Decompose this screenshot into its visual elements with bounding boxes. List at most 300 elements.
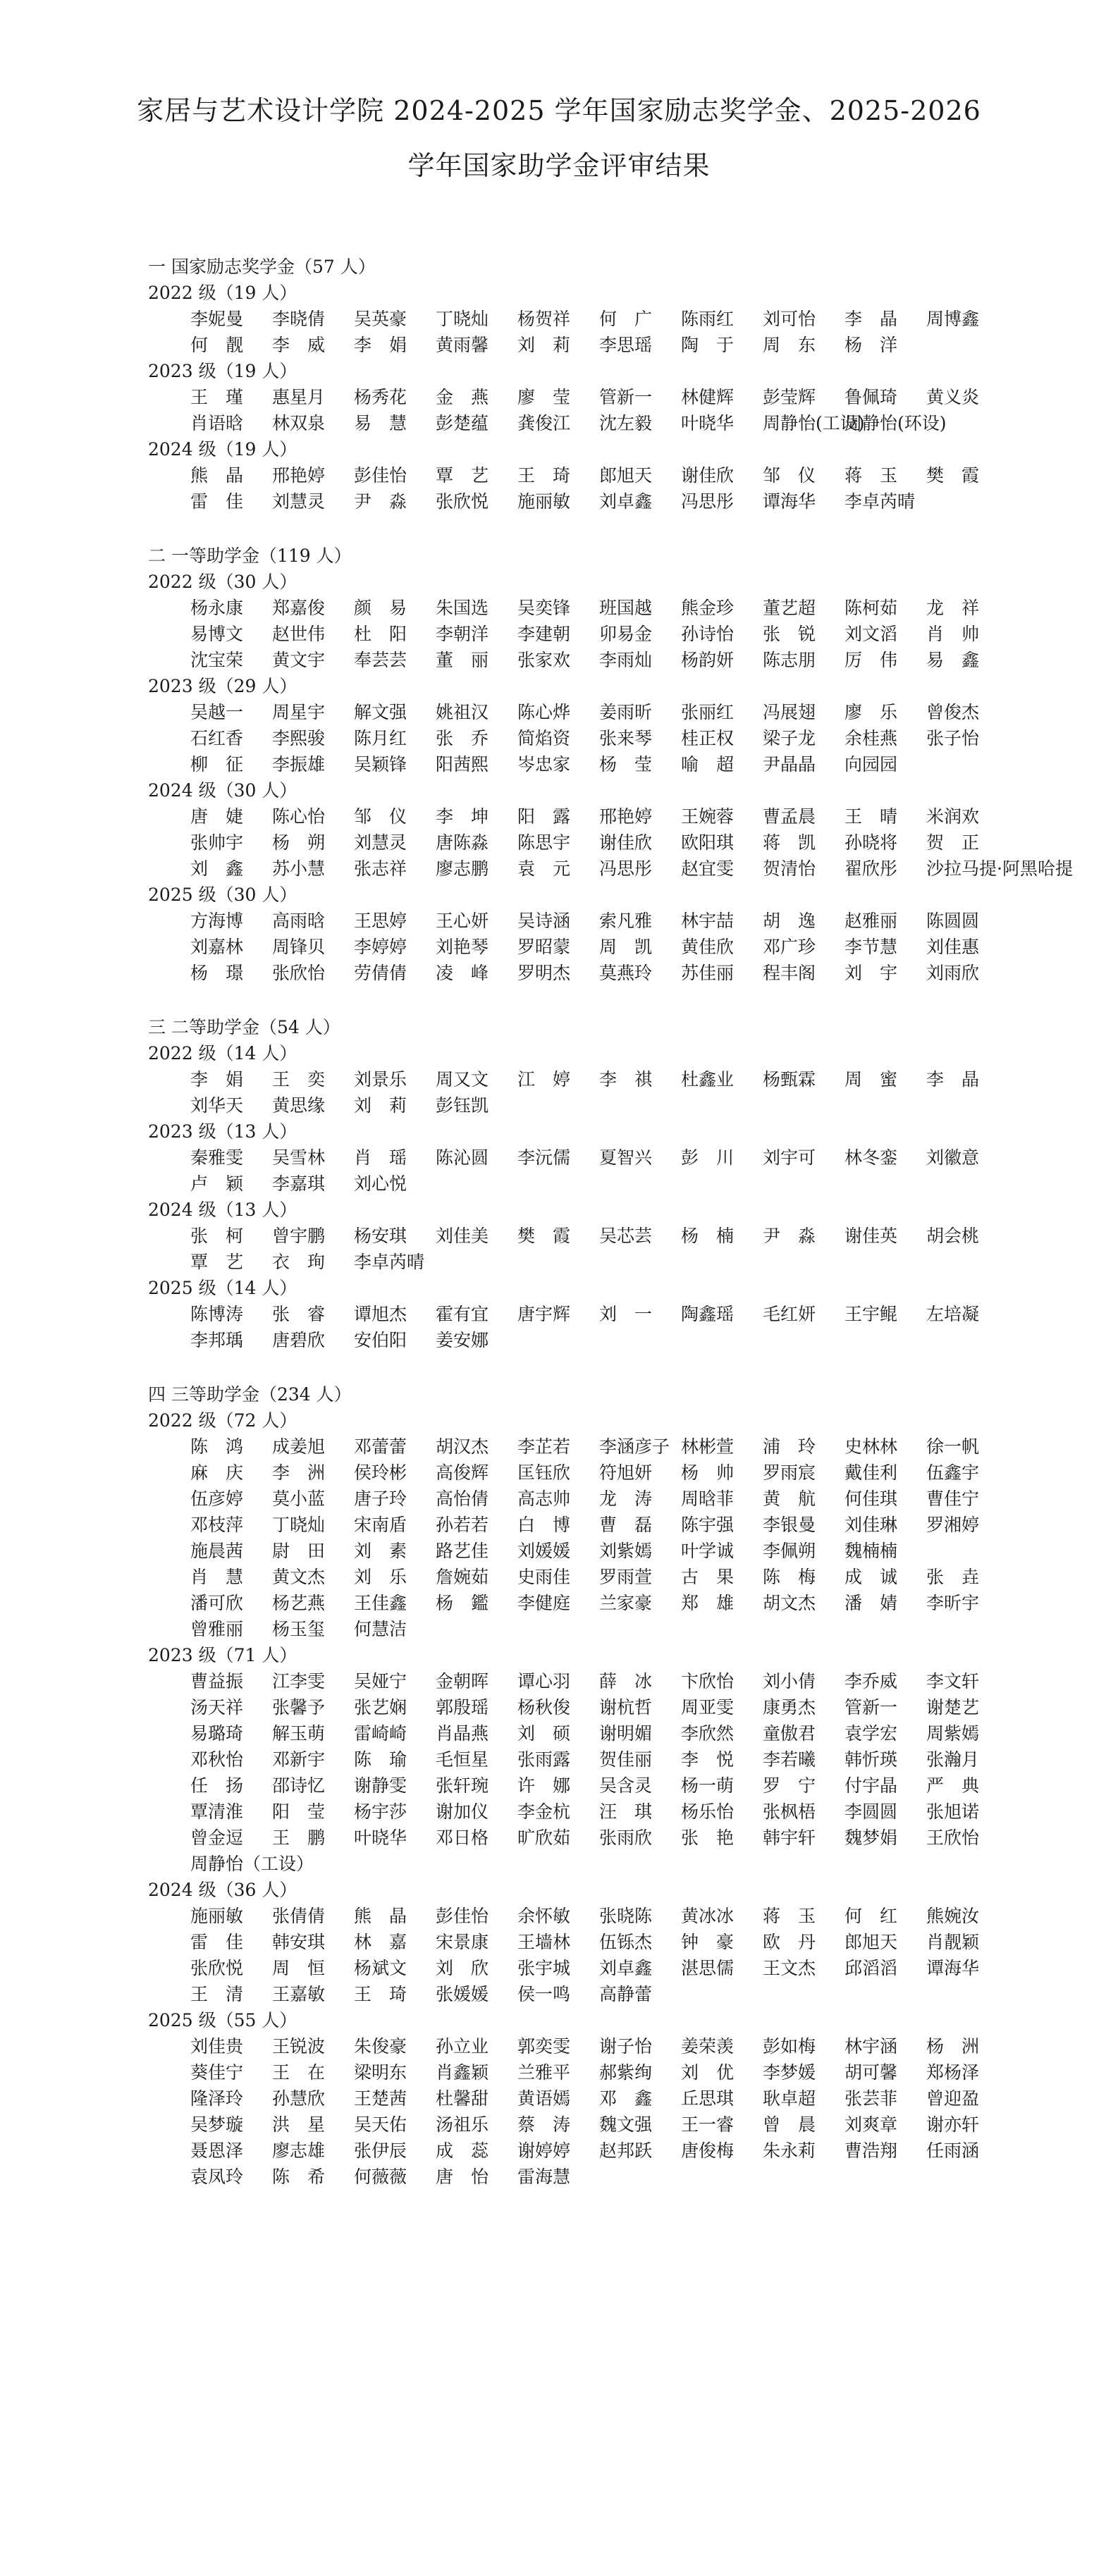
student-name: 李邦瑀 <box>190 1330 244 1350</box>
student-name: 李 洲 <box>272 1462 326 1483</box>
student-name: 卞欣怡 <box>681 1671 735 1691</box>
student-name: 刘徽意 <box>926 1147 980 1168</box>
student-name: 邢艳婷 <box>599 806 653 827</box>
name-list <box>190 384 1008 436</box>
student-name: 陶鑫瑶 <box>681 1304 735 1324</box>
student-name: 李婷婷 <box>354 937 407 957</box>
student-name: 张志祥 <box>354 858 407 879</box>
student-name: 肖 瑶 <box>354 1147 407 1168</box>
student-name: 王楚茜 <box>354 2088 407 2109</box>
student-name: 胡可馨 <box>844 2062 898 2083</box>
name-list <box>190 803 1073 882</box>
student-name: 李欣然 <box>681 1723 735 1744</box>
student-name: 姜安娜 <box>436 1330 489 1350</box>
student-name: 周又文 <box>436 1069 489 1090</box>
student-name: 伍彦婷 <box>190 1489 244 1509</box>
student-name: 葵佳宁 <box>190 2062 244 2083</box>
student-name: 肖 帅 <box>926 624 980 644</box>
student-name: 谢加仪 <box>436 1801 489 1822</box>
student-name: 李思瑶 <box>599 335 653 355</box>
student-name: 李 晶 <box>926 1069 980 1090</box>
student-name: 刘佳惠 <box>926 937 980 957</box>
student-name: 陈思宇 <box>517 832 571 853</box>
student-name: 覃 艺 <box>436 465 489 486</box>
student-name: 张枫梧 <box>763 1801 816 1822</box>
student-name: 谢婷婷 <box>517 2140 571 2161</box>
student-name: 方海博 <box>190 911 244 931</box>
student-name: 李 威 <box>272 335 326 355</box>
student-name: 聂恩泽 <box>190 2140 244 2161</box>
student-name: 陶 于 <box>681 335 735 355</box>
student-name: 雷海慧 <box>517 2167 571 2187</box>
student-name: 曾宇鹏 <box>272 1226 326 1246</box>
student-name: 徐一帆 <box>926 1436 980 1457</box>
student-name: 张 睿 <box>272 1304 326 1324</box>
student-name: 喻 超 <box>681 754 735 775</box>
student-name: 曾雅丽 <box>190 1619 244 1639</box>
student-name: 金 燕 <box>436 387 489 407</box>
student-name: 刘爽章 <box>844 2114 898 2135</box>
student-name: 浦 玲 <box>763 1436 816 1457</box>
student-name: 雷崎崎 <box>354 1723 407 1744</box>
student-name: 李 娟 <box>354 335 407 355</box>
student-name: 霍有宜 <box>436 1304 489 1324</box>
student-name: 兰雅平 <box>517 2062 571 2083</box>
student-name: 何慧洁 <box>354 1619 407 1639</box>
student-name: 李沅儒 <box>517 1147 571 1168</box>
student-name: 李文轩 <box>926 1671 980 1691</box>
student-name: 唐 婕 <box>190 806 244 827</box>
student-name: 张来琴 <box>599 728 653 748</box>
student-name: 彭 川 <box>681 1147 735 1168</box>
student-name: 刘 鑫 <box>190 858 244 879</box>
student-name: 刘华天 <box>190 1095 244 1116</box>
student-name: 宋南盾 <box>354 1515 407 1535</box>
student-name: 杨 璟 <box>190 963 244 983</box>
student-name: 曹佳宁 <box>926 1489 980 1509</box>
student-name: 严 典 <box>926 1775 980 1796</box>
student-name: 劳倩倩 <box>354 963 407 983</box>
student-name: 刘 乐 <box>354 1567 407 1587</box>
student-name: 周 东 <box>763 335 816 355</box>
student-name: 刘慧灵 <box>272 491 326 512</box>
name-list <box>190 2033 1008 2190</box>
name-list <box>190 306 1008 358</box>
student-name: 余怀敏 <box>517 1906 571 1926</box>
student-name: 周静怡(环设) <box>844 413 947 433</box>
student-name: 冯思彤 <box>681 491 735 512</box>
student-name: 米润欢 <box>926 806 980 827</box>
student-name: 陈心怡 <box>272 806 326 827</box>
student-name: 张瀚月 <box>926 1749 980 1770</box>
student-name: 王 清 <box>190 1984 244 2004</box>
student-name: 赵雅丽 <box>844 911 898 931</box>
student-name: 毛红妍 <box>763 1304 816 1324</box>
student-name: 曾 晨 <box>763 2114 816 2135</box>
award-sections <box>148 254 1073 2190</box>
section-heading: 一 国家励志奖学金（57 人） <box>148 257 376 277</box>
student-name: 吴颖锋 <box>354 754 407 775</box>
student-name: 彭莹辉 <box>763 387 816 407</box>
student-name: 张宇城 <box>517 1958 571 1978</box>
student-name: 张欣悦 <box>436 491 489 512</box>
student-name: 彭如梅 <box>763 2036 816 2057</box>
student-name: 黄 航 <box>763 1489 816 1509</box>
student-name: 周 蜜 <box>844 1069 898 1090</box>
student-name: 袁 元 <box>517 858 571 879</box>
student-name: 罗雨宸 <box>763 1462 816 1483</box>
student-name: 王嘉敏 <box>272 1984 326 2004</box>
student-name: 余桂燕 <box>844 728 898 748</box>
student-name: 谭旭杰 <box>354 1304 407 1324</box>
student-name: 周博鑫 <box>926 309 980 329</box>
student-name: 杜馨甜 <box>436 2088 489 2109</box>
student-name: 李雨灿 <box>599 650 653 670</box>
student-name: 尹晶晶 <box>763 754 816 775</box>
name-list <box>190 1434 1008 1642</box>
student-name: 杨艺燕 <box>272 1593 326 1613</box>
student-name: 张晓陈 <box>599 1906 653 1926</box>
student-name: 李涵彦子 <box>599 1436 670 1457</box>
student-name: 潘 婧 <box>844 1593 898 1613</box>
student-name: 龚俊江 <box>517 413 571 433</box>
student-name: 李若曦 <box>763 1749 816 1770</box>
student-name: 杨 楠 <box>681 1226 735 1246</box>
student-name: 李健庭 <box>517 1593 571 1613</box>
student-name: 何佳琪 <box>844 1489 898 1509</box>
student-name: 路艺佳 <box>436 1541 489 1561</box>
student-name: 陈月红 <box>354 728 407 748</box>
student-name: 孙立业 <box>436 2036 489 2057</box>
student-name: 杨一萌 <box>681 1775 735 1796</box>
section-heading: 三 二等助学金（54 人） <box>148 1017 340 1037</box>
student-name: 李乔威 <box>844 1671 898 1691</box>
student-name: 叶晓华 <box>681 413 735 433</box>
grade-label: 2022 级（72 人） <box>148 1410 297 1431</box>
student-name: 叶晓华 <box>354 1828 407 1848</box>
student-name: 高静蕾 <box>599 1984 653 2004</box>
student-name: 钟 豪 <box>681 1932 735 1952</box>
student-name: 黄佳欣 <box>681 937 735 957</box>
student-name: 张雨露 <box>517 1749 571 1770</box>
student-name: 郝紫绚 <box>599 2062 653 2083</box>
student-name: 丁晓灿 <box>272 1515 326 1535</box>
student-name: 简焰资 <box>517 728 571 748</box>
student-name: 莫燕玲 <box>599 963 653 983</box>
student-name: 曹孟晨 <box>763 806 816 827</box>
student-name: 黄雨馨 <box>436 335 489 355</box>
student-name: 刘景乐 <box>354 1069 407 1090</box>
student-name: 林彬萱 <box>681 1436 735 1457</box>
grade-label: 2024 级（19 人） <box>148 439 297 460</box>
student-name: 张欣悦 <box>190 1958 244 1978</box>
student-name: 张 锐 <box>763 624 816 644</box>
student-name: 李梦媛 <box>763 2062 816 2083</box>
student-name: 李卓芮晴 <box>354 1252 425 1272</box>
student-name: 李晓倩 <box>272 309 326 329</box>
student-name: 王文杰 <box>763 1958 816 1978</box>
student-name: 曹 磊 <box>599 1515 653 1535</box>
student-name: 管新一 <box>844 1697 898 1718</box>
student-name: 苏小慧 <box>272 858 326 879</box>
student-name: 伍铄杰 <box>599 1932 653 1952</box>
section-heading: 二 一等助学金（119 人） <box>148 546 352 566</box>
student-name: 唐俊梅 <box>681 2140 735 2161</box>
student-name: 李妮曼 <box>190 309 244 329</box>
student-name: 陈志朋 <box>763 650 816 670</box>
student-name: 朱永莉 <box>763 2140 816 2161</box>
student-name: 陈 梅 <box>763 1567 816 1587</box>
student-name: 谢静雯 <box>354 1775 407 1796</box>
student-name: 郑嘉俊 <box>272 598 326 618</box>
student-name: 兰家豪 <box>599 1593 653 1613</box>
student-name: 衣 珣 <box>272 1252 326 1272</box>
student-name: 谢杭哲 <box>599 1697 653 1718</box>
student-name: 王 在 <box>272 2062 326 2083</box>
student-name: 杨秋俊 <box>517 1697 571 1718</box>
student-name: 易 慧 <box>354 413 407 433</box>
student-name: 邹 仪 <box>763 465 816 486</box>
student-name: 湛思儒 <box>681 1958 735 1978</box>
student-name: 熊 晶 <box>354 1906 407 1926</box>
student-name: 李佩朔 <box>763 1541 816 1561</box>
student-name: 冯思彤 <box>599 858 653 879</box>
student-name: 熊 晶 <box>190 465 244 486</box>
name-list <box>190 1903 1008 2007</box>
grade-label: 2023 级（13 人） <box>148 1121 297 1142</box>
student-name: 陈沁圆 <box>436 1147 489 1168</box>
student-name: 吴奕锋 <box>517 598 571 618</box>
grade-label: 2022 级（14 人） <box>148 1043 297 1064</box>
student-name: 厉 伟 <box>844 650 898 670</box>
student-name: 雷 佳 <box>190 491 244 512</box>
student-name: 沈左毅 <box>599 413 653 433</box>
student-name: 隆泽玲 <box>190 2088 244 2109</box>
student-name: 王墙林 <box>517 1932 571 1952</box>
student-name: 刘 莉 <box>517 335 571 355</box>
student-name: 肖靓颖 <box>926 1932 980 1952</box>
student-name: 陈圆圆 <box>926 911 980 931</box>
student-name: 郎旭天 <box>844 1932 898 1952</box>
title-line-2: 学年国家助学金评审结果 <box>407 150 711 181</box>
student-name: 胡 逸 <box>763 911 816 931</box>
student-name: 陈柯茹 <box>844 598 898 618</box>
student-name: 向园园 <box>844 754 898 775</box>
student-name: 尉 田 <box>272 1541 326 1561</box>
student-name: 汪 琪 <box>599 1801 653 1822</box>
student-name: 罗 宁 <box>763 1775 816 1796</box>
student-name: 邓日格 <box>436 1828 489 1848</box>
student-name: 杨韵妍 <box>681 650 735 670</box>
student-name: 奉芸芸 <box>354 650 407 670</box>
student-name: 杨 莹 <box>599 754 653 775</box>
student-name: 解文强 <box>354 702 407 722</box>
student-name: 杨乐怡 <box>681 1801 735 1822</box>
student-name: 廖 乐 <box>844 702 898 722</box>
student-name: 刘佳美 <box>436 1226 489 1246</box>
grade-label: 2023 级（19 人） <box>148 361 297 381</box>
student-name: 吴诗涵 <box>517 911 571 931</box>
student-name: 陈 瑜 <box>354 1749 407 1770</box>
name-list <box>190 1066 1008 1118</box>
student-name: 秦雅雯 <box>190 1147 244 1168</box>
student-name: 何 广 <box>599 309 653 329</box>
student-name: 苏佳丽 <box>681 963 735 983</box>
student-name: 廖志鹏 <box>436 858 489 879</box>
student-name: 张倩倩 <box>272 1906 326 1926</box>
student-name: 周 凯 <box>599 937 653 957</box>
student-name: 刘雨欣 <box>926 963 980 983</box>
student-name: 旷欣茹 <box>517 1828 571 1848</box>
student-name: 尹 淼 <box>763 1226 816 1246</box>
student-name: 魏文强 <box>599 2114 653 2135</box>
student-name: 周静怡(工设) <box>763 413 865 433</box>
student-name: 姜雨昕 <box>599 702 653 722</box>
student-name: 张旭诺 <box>926 1801 980 1822</box>
student-name: 黄思缘 <box>272 1095 326 1116</box>
student-name: 潘可欣 <box>190 1593 244 1613</box>
student-name: 罗湘婷 <box>926 1515 980 1535</box>
student-name: 周 恒 <box>272 1958 326 1978</box>
student-name: 吴芯芸 <box>599 1226 653 1246</box>
student-name: 李建朝 <box>517 624 571 644</box>
student-name: 张伊辰 <box>354 2140 407 2161</box>
student-name: 李卓芮晴 <box>844 491 916 512</box>
student-name: 周紫嫣 <box>926 1723 980 1744</box>
student-name: 吴天佑 <box>354 2114 407 2135</box>
name-list <box>190 908 1008 986</box>
student-name: 李节慧 <box>844 937 898 957</box>
student-name: 唐子玲 <box>354 1489 407 1509</box>
student-name: 袁学宏 <box>844 1723 898 1744</box>
student-name: 贺清怡 <box>763 858 816 879</box>
grade-label: 2024 级（30 人） <box>148 780 297 801</box>
student-name: 王婉蓉 <box>681 806 735 827</box>
grade-label: 2025 级（14 人） <box>148 1278 297 1298</box>
student-name: 王 奕 <box>272 1069 326 1090</box>
student-name: 李 娟 <box>190 1069 244 1090</box>
student-name: 贺佳丽 <box>599 1749 653 1770</box>
student-name: 杨永康 <box>190 598 244 618</box>
student-name: 张雨欣 <box>599 1828 653 1848</box>
student-name: 李朝洋 <box>436 624 489 644</box>
student-name: 杜鑫业 <box>681 1069 735 1090</box>
name-list <box>190 462 1008 514</box>
student-name: 解玉萌 <box>272 1723 326 1744</box>
student-name: 蒋 凯 <box>763 832 816 853</box>
student-name: 邓秋怡 <box>190 1749 244 1770</box>
student-name: 周亚雯 <box>681 1697 735 1718</box>
student-name: 宋景康 <box>436 1932 489 1952</box>
student-name: 谭心羽 <box>517 1671 571 1691</box>
student-name: 张 柯 <box>190 1226 244 1246</box>
student-name: 吴越一 <box>190 702 244 722</box>
student-name: 李圆圆 <box>844 1801 898 1822</box>
student-name: 蒋 玉 <box>763 1906 816 1926</box>
student-name: 欧 丹 <box>763 1932 816 1952</box>
student-name: 张轩琬 <box>436 1775 489 1796</box>
student-name: 李 悦 <box>681 1749 735 1770</box>
student-name: 曾金逗 <box>190 1828 244 1848</box>
student-name: 符旭妍 <box>599 1462 653 1483</box>
student-name: 赵世伟 <box>272 624 326 644</box>
student-name: 谭海华 <box>763 491 816 512</box>
student-name: 薛 冰 <box>599 1671 653 1691</box>
award-section <box>148 543 1073 986</box>
student-name: 罗昭蒙 <box>517 937 571 957</box>
document-title <box>106 83 1012 193</box>
student-name: 刘宇可 <box>763 1147 816 1168</box>
student-name: 沙拉马提·阿黑哈提 <box>926 858 1073 879</box>
student-name: 刘 欣 <box>436 1958 489 1978</box>
student-name: 孙慧欣 <box>272 2088 326 2109</box>
student-name: 谢佳欣 <box>681 465 735 486</box>
student-name: 周晗菲 <box>681 1489 735 1509</box>
student-name: 罗雨萱 <box>599 1567 653 1587</box>
student-name: 管新一 <box>599 387 653 407</box>
student-name: 刘紫嫣 <box>599 1541 653 1561</box>
student-name: 陈 鸿 <box>190 1436 244 1457</box>
student-name: 刘可怡 <box>763 309 816 329</box>
student-name: 刘慧灵 <box>354 832 407 853</box>
student-name: 邓广珍 <box>763 937 816 957</box>
student-name: 康勇杰 <box>763 1697 816 1718</box>
title-line-1: 家居与艺术设计学院 2024-2025 学年国家励志奖学金、2025-2026 <box>137 95 981 126</box>
student-name: 姚祖汉 <box>436 702 489 722</box>
student-name: 梁明东 <box>354 2062 407 2083</box>
student-name: 石红香 <box>190 728 244 748</box>
student-name: 郭奕雯 <box>517 2036 571 2057</box>
name-list <box>190 699 1008 777</box>
student-name: 张丽红 <box>681 702 735 722</box>
student-name: 陈心烨 <box>517 702 571 722</box>
student-name: 白 博 <box>517 1515 571 1535</box>
student-name: 左培凝 <box>926 1304 980 1324</box>
student-name: 肖语晗 <box>190 413 244 433</box>
student-name: 刘媛媛 <box>517 1541 571 1561</box>
student-name: 成姜旭 <box>272 1436 326 1457</box>
student-name: 林健辉 <box>681 387 735 407</box>
student-name: 成 诚 <box>844 1567 898 1587</box>
student-name: 童傲君 <box>763 1723 816 1744</box>
student-name: 刘 优 <box>681 2062 735 2083</box>
student-name: 郑 雄 <box>681 1593 735 1613</box>
student-name: 王一睿 <box>681 2114 735 2135</box>
student-name: 张芸菲 <box>844 2088 898 2109</box>
student-name: 杜 阳 <box>354 624 407 644</box>
student-name: 施丽敏 <box>517 491 571 512</box>
student-name: 刘佳琳 <box>844 1515 898 1535</box>
student-name: 刘艳琴 <box>436 937 489 957</box>
student-name: 廖 莹 <box>517 387 571 407</box>
student-name: 尹 淼 <box>354 491 407 512</box>
student-name: 杨 洋 <box>844 335 898 355</box>
student-name: 杨 鑑 <box>436 1593 489 1613</box>
student-name: 林双泉 <box>272 413 326 433</box>
student-name: 张 艳 <box>681 1828 735 1848</box>
student-name: 吴梦璇 <box>190 2114 244 2135</box>
student-name: 王佳鑫 <box>354 1593 407 1613</box>
student-name: 王 琦 <box>354 1984 407 2004</box>
student-name: 吴娅宁 <box>354 1671 407 1691</box>
student-name: 魏梦娟 <box>844 1828 898 1848</box>
student-name: 孙诗怡 <box>681 624 735 644</box>
student-name: 谢亦轩 <box>926 2114 980 2135</box>
student-name: 韩忻瑛 <box>844 1749 898 1770</box>
student-name: 周星宇 <box>272 702 326 722</box>
student-name: 刘卓鑫 <box>599 491 653 512</box>
student-name: 杨 洲 <box>926 2036 980 2057</box>
